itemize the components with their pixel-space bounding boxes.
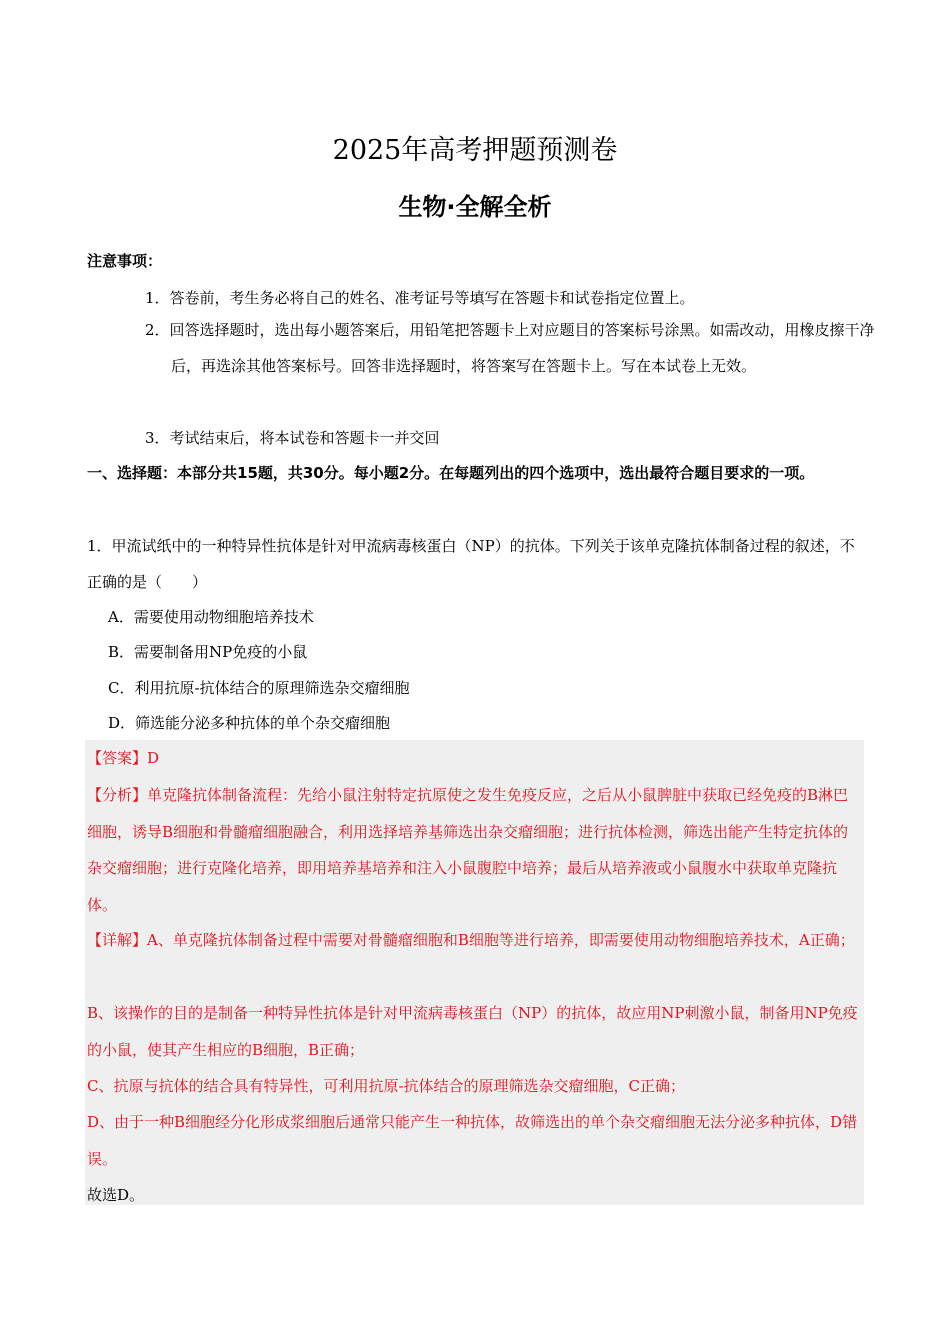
answer-line: 【答案】D — [87, 749, 160, 767]
question-stem: 1．甲流试纸中的一种特异性抗体是针对甲流病毒核蛋白（NP）的抗体。下列关于该单克隆抗体制备过程的叙述，不正确的是（ ） — [87, 537, 855, 591]
notice-item-1: 1．答卷前，考生务必将自己的姓名、准考证号等填写在答题卡和试卷指定位置上。 — [145, 289, 695, 307]
conclusion-text: 故选D。 — [87, 1186, 145, 1204]
option-a: A．需要使用动物细胞培养技术 — [108, 608, 314, 626]
option-c: C．利用抗原-抗体结合的原理筛选杂交瘤细胞 — [108, 679, 410, 697]
page-subtitle: 生物·全解全析 — [398, 193, 552, 221]
detail-d-text: D、由于一种B细胞经分化形成浆细胞后通常只能产生一种抗体，故筛选出的单个杂交瘤细胞无法分泌多种抗体，D错误。 — [87, 1113, 858, 1168]
section-heading: 一、选择题：本部分共15题，共30分。每小题2分。在每题列出的四个选项中，选出最符合题目要求的一项。 — [87, 464, 815, 482]
page-title: 2025年高考押题预测卷 — [332, 135, 618, 166]
detail-c-text: C、抗原与抗体的结合具有特异性，可利用抗原-抗体结合的原理筛选杂交瘤细胞，C正确； — [87, 1077, 686, 1095]
analysis-text: 【分析】单克隆抗体制备流程：先给小鼠注射特定抗原使之发生免疫反应，之后从小鼠脾脏中获取已经免疫的B淋巴细胞，诱导B细胞和骨髓瘤细胞融合，利用选择培养基筛选出杂交瘤细胞；进行抗体检测，筛选出能产生特定抗体的杂交瘤细胞；进行克隆化培养，即用培养基培养和注入小鼠腹腔中培养；最后从培养液或小鼠腹水中获取单克隆抗体。 — [87, 786, 849, 914]
detail-b-text: B、该操作的目的是制备一种特异性抗体是针对甲流病毒核蛋白（NP）的抗体，故应用NP刺激小鼠，制备用NP免疫的小鼠，使其产生相应的B细胞，B正确； — [87, 1004, 858, 1059]
detail-a-text: 【详解】A、单克隆抗体制备过程中需要对骨髓瘤细胞和B细胞等进行培养，即需要使用动物细胞培养技术，A正确； — [87, 931, 855, 949]
notice-heading: 注意事项： — [87, 252, 163, 270]
notice-item-2: 2．回答选择题时，选出每小题答案后，用铅笔把答题卡上对应题目的答案标号涂黑。如需改动，用橡皮擦干净后，再选涂其他答案标号。回答非选择题时，将答案写在答题卡上。写在本试卷上无效。 — [145, 321, 875, 375]
option-d: D．筛选能分泌多种抗体的单个杂交瘤细胞 — [108, 714, 391, 732]
option-b: B．需要制备用NP免疫的小鼠 — [108, 643, 308, 661]
notice-item-3: 3．考试结束后，将本试卷和答题卡一并交回 — [145, 429, 440, 447]
